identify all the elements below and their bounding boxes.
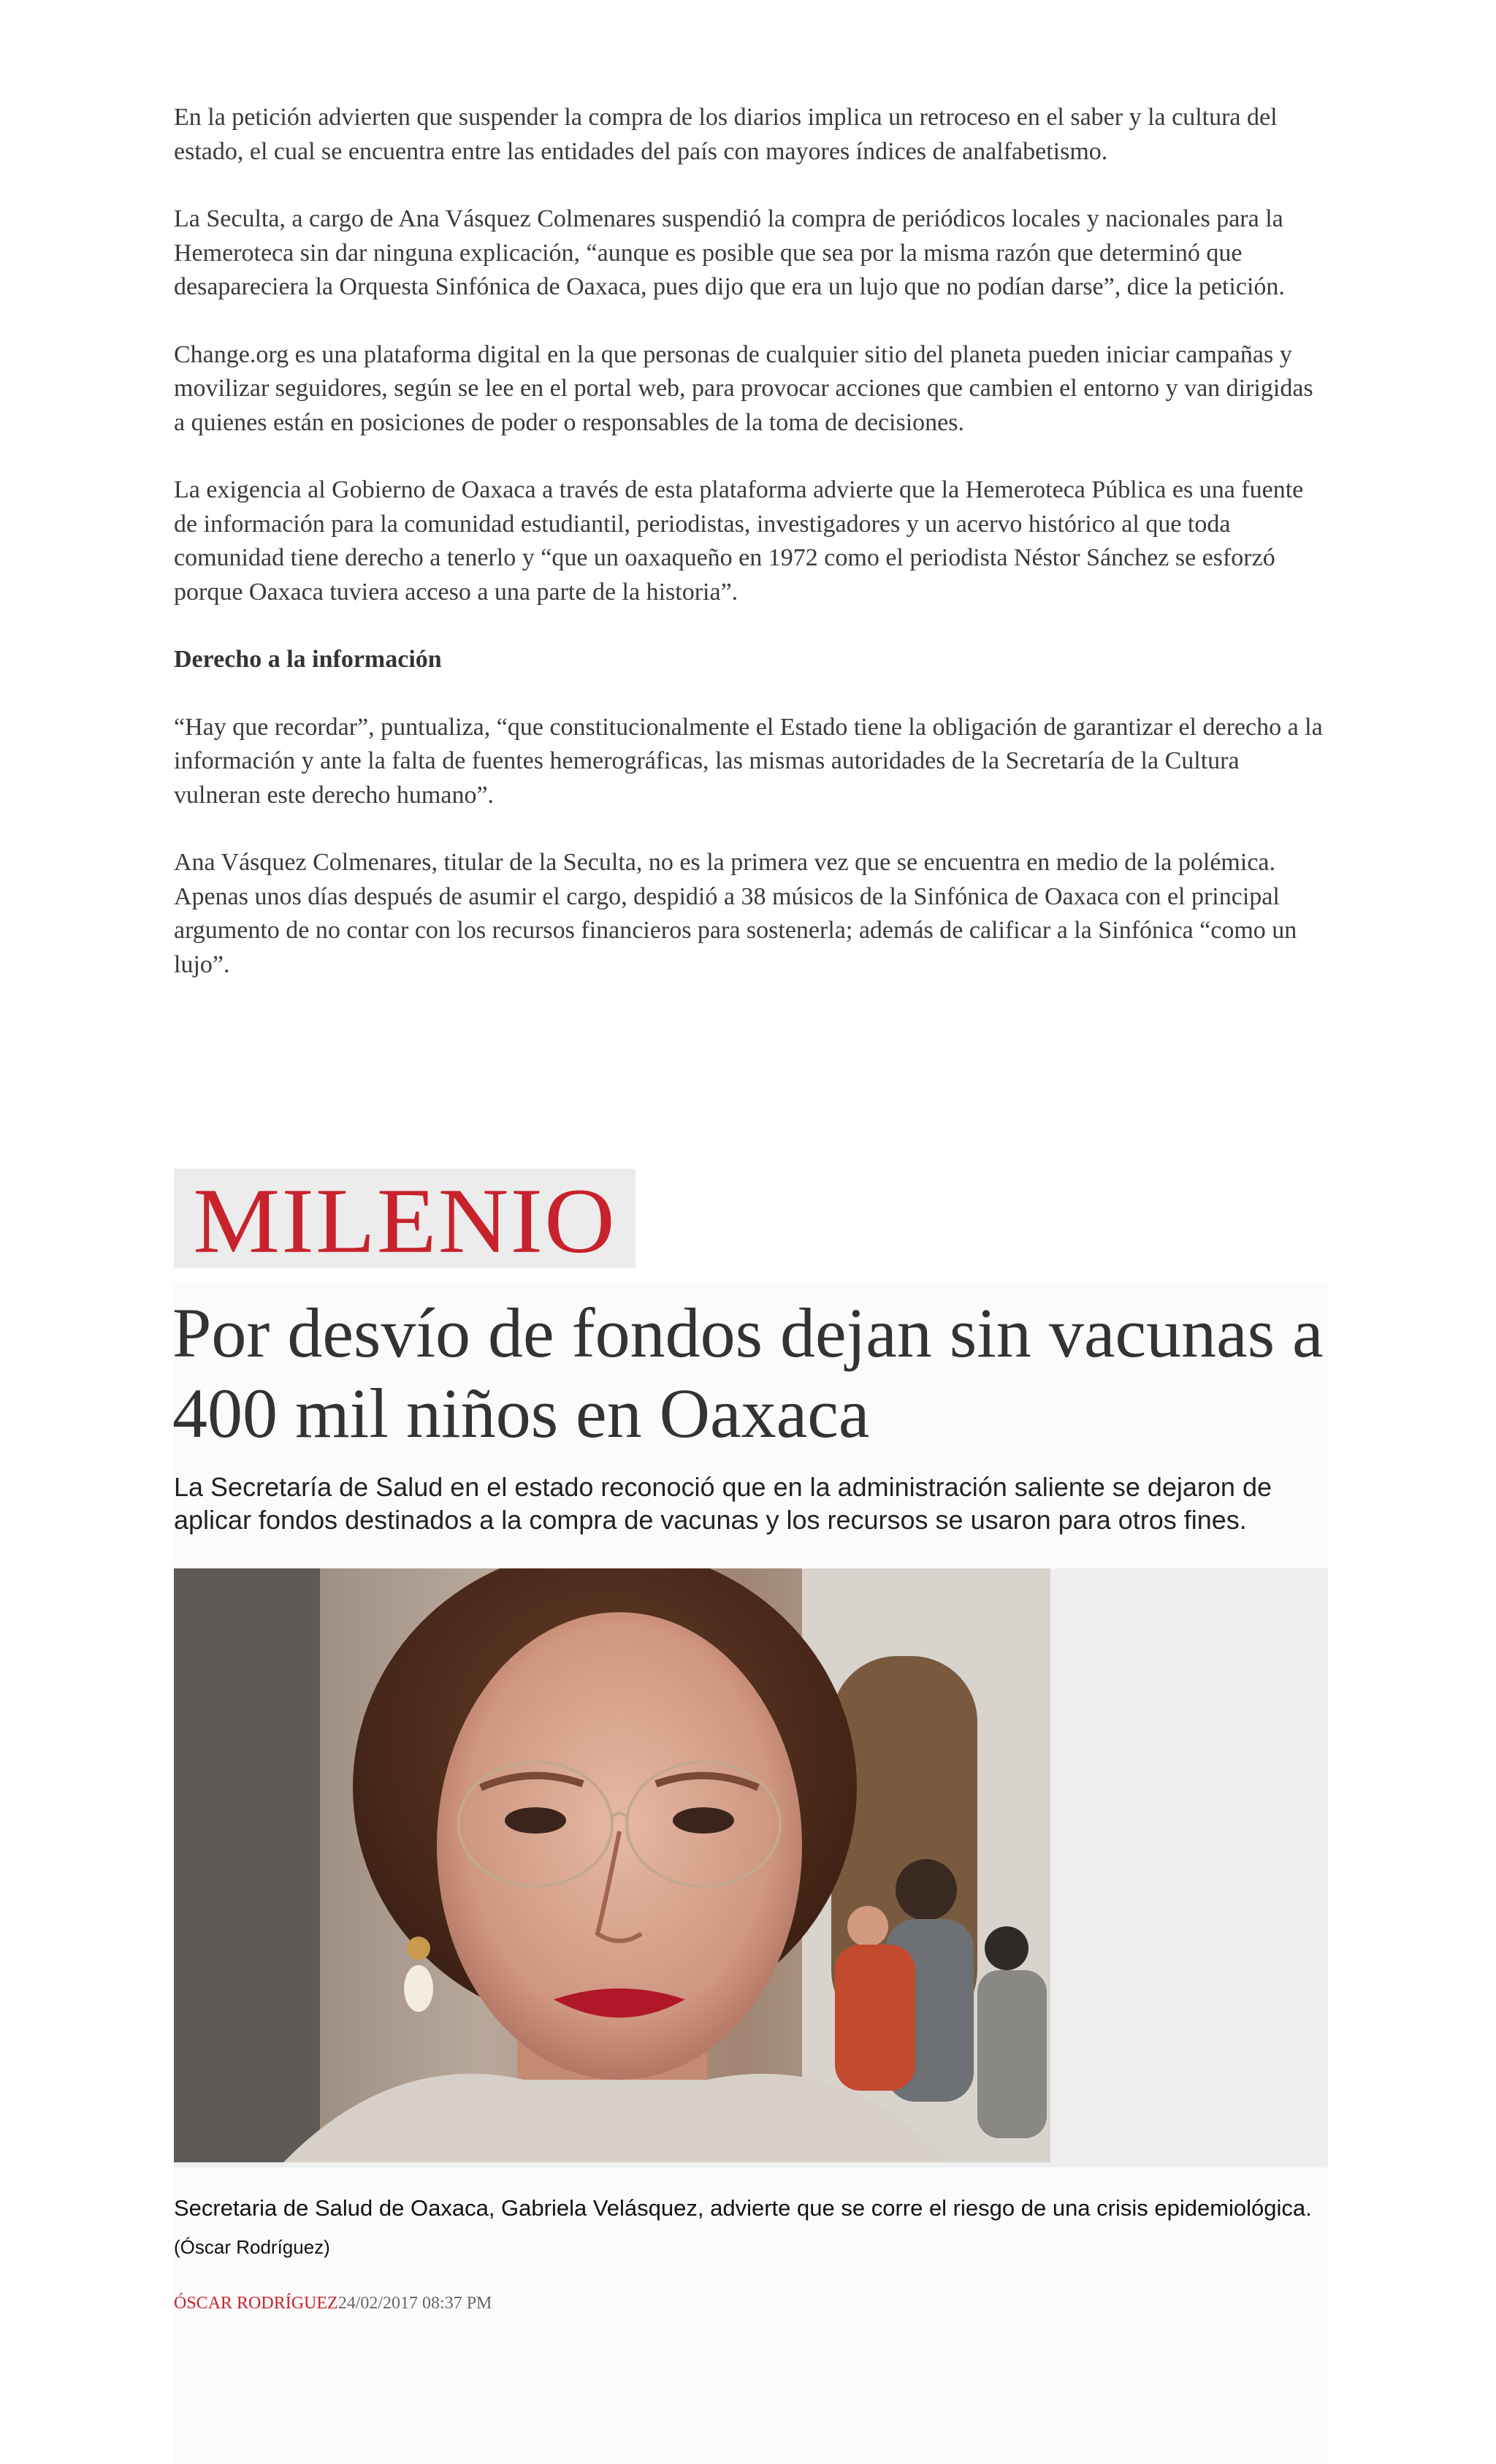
paragraph: Change.org es una plataforma digital en la que personas de cualquier sitio del planeta pueden iniciar campañas y movilizar seguidores, según se lee en el portal web, para provocar acciones que cambien el entorno y van dirigidas a quienes están en posiciones de poder o responsables de la toma de decisiones. [174, 340, 1313, 436]
headline: Por desvío de fondos dejan sin vacunas a 400 mil niños en Oaxaca [172, 1294, 1324, 1452]
section-subheading: Derecho a la información [174, 646, 442, 673]
logo-text: MILENIO [193, 1169, 617, 1273]
photo-caption [174, 2189, 1328, 2266]
paragraph: La exigencia al Gobierno de Oaxaca a través de esta plataforma advierte que la Hemeroteca Pública es una fuente de información para la comunidad estudiantil, periodistas, investigadores y un acervo histórico al que toda comunidad tiene derecho a tenerlo y “que un oaxaqueño en 1972 como el periodista Néstor Sánchez se esforzó porque Oaxaca tuviera acceso a una parte de la historia”. [174, 476, 1304, 606]
article-deck: La Secretaría de Salud en el estado reconoció que en la administración saliente se dejaron de aplicar fondos destinados a la compra de vacunas y los recursos se usaron para otros fines. [174, 1472, 1272, 1535]
milenio-logo [174, 1169, 636, 1273]
paragraph: “Hay que recordar”, puntualiza, “que constitucionalmente el Estado tiene la obligación de garantizar el derecho a la información y ante la falta de fuentes hemerográficas, las mismas autoridades de la Secretaría de la Cultura vulneran este derecho humano”. [174, 713, 1323, 809]
caption-text: Secretaria de Salud de Oaxaca, Gabriela Velásquez, advierte que se corre el riesgo de una crisis epidemiológica. [174, 2195, 1312, 2221]
paragraph: Ana Vásquez Colmenares, titular de la Seculta, no es la primera vez que se encuentra en medio de la polémica. Apenas unos días después de asumir el cargo, despidió a 38 músicos de la Sinfónica de Oaxaca con el principal argumento de no contar con los recursos financieros para sostenerla; además de calificar a la Sinfónica “como un lujo”. [174, 849, 1297, 978]
byline [174, 2294, 492, 2314]
portrait-photo [174, 1568, 1050, 2162]
paragraph: La Seculta, a cargo de Ana Vásquez Colmenares suspendió la compra de periódicos locales y nacionales para la Hemeroteca sin dar ninguna explicación, “aunque es posible que sea por la misma razón que determinó que desapareciera la Orquesta Sinfónica de Oaxaca, pues dijo que era un lujo que no podían darse”, dice la petición. [174, 205, 1285, 300]
author-name[interactable]: ÓSCAR RODRÍGUEZ [174, 2294, 338, 2313]
paragraph: En la petición advierten que suspender la compra de los diarios implica un retroceso en el saber y la cultura del estado, el cual se encuentra entre las entidades del país con mayores índices de analfabetismo. [174, 104, 1278, 165]
photo-credit: (Óscar Rodríguez) [174, 2236, 330, 2258]
timestamp: 24/02/2017 08:37 PM [337, 2294, 492, 2313]
photo-frame [174, 1568, 1328, 2167]
article-body [174, 101, 1328, 1015]
